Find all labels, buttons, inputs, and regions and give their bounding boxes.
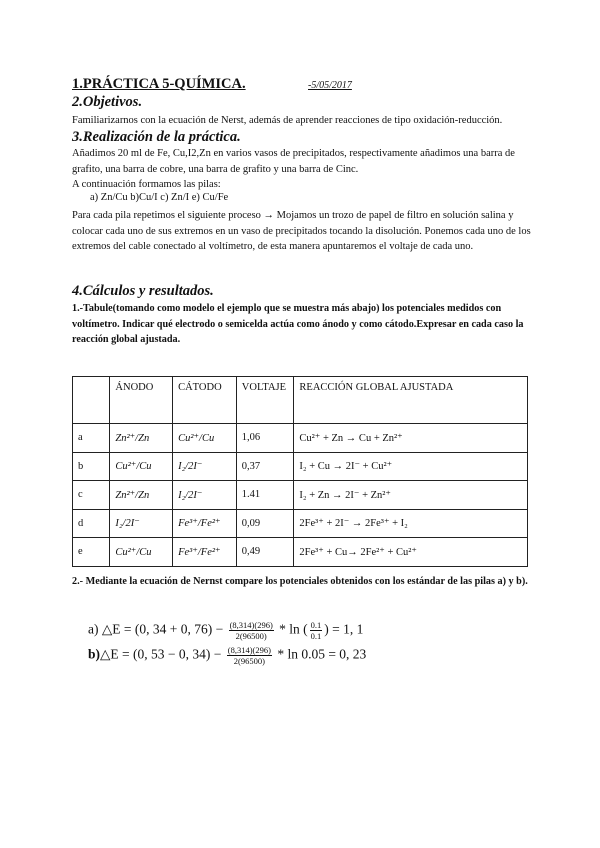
date-label: -5/05/2017	[308, 80, 352, 91]
table-header-cell: VOLTAJE	[236, 377, 294, 424]
equation-a-inner-fraction	[310, 620, 323, 641]
realizacion-paragraph-2: A continuación formamos las pilas:	[72, 179, 221, 190]
page-title: 1.PRÁCTICA 5-QUÍMICA.	[72, 76, 246, 92]
anodo-cell: I₂/2I⁻	[110, 509, 173, 538]
anodo-cell: Zn²⁺/Zn	[110, 481, 173, 510]
catodo-cell: Fe³⁺/Fe²⁺	[173, 538, 237, 567]
table-row	[73, 538, 528, 567]
table-row	[73, 481, 528, 510]
realizacion-paragraph-1: Añadimos 20 ml de Fe, Cu,I2,Zn en varios vasos de precipitados, respectivamente añadimos una barra de grafito, una barra de cobre, una barra de grafito y una barra de Cinc.	[72, 148, 515, 175]
anodo-cell: Zn²⁺/Zn	[110, 424, 173, 453]
equation-b-label: b)	[88, 646, 101, 662]
question-1: 1.-Tabule(tomando como modelo el ejemplo que se muestra más abajo) los potenciales medidos con voltímetro. Indicar qué electrodo o semicelda actúa como ánodo y como cátodo.Expresar en cada caso la reacción global ajustada.	[72, 303, 524, 345]
catodo-cell: I₂/2I⁻	[173, 481, 237, 510]
voltaje-cell: 1,06	[236, 424, 294, 453]
anodo-cell: Cu²⁺/Cu	[110, 538, 173, 567]
objetivos-text: Familiarizarnos con la ecuación de Nerst, además de aprender reacciones de tipo oxidación-reducción.	[72, 115, 503, 126]
table-row	[73, 452, 528, 481]
voltaje-cell: 0,09	[236, 509, 294, 538]
pilas-list: a) Zn/Cu b)Cu/I c) Zn/I e) Cu/Fe	[90, 192, 229, 203]
section-calculos-title: 4.Cálculos y resultados.	[72, 283, 214, 299]
equation-b-suffix: * ln 0.05 = 0, 23	[277, 646, 367, 662]
voltaje-cell: 0,37	[236, 452, 294, 481]
fraction-numerator: (8,314)(296)	[227, 645, 271, 655]
section-objetivos-title: 2.Objetivos.	[72, 94, 143, 110]
row-id: d	[73, 509, 110, 538]
table-row	[73, 424, 528, 453]
fraction-denominator: 2(96500)	[235, 631, 267, 641]
table-header-cell	[73, 377, 110, 424]
reaccion-cell: 2Fe³⁺ + 2I⁻ → 2Fe³⁺ + I₂	[294, 509, 528, 538]
table-header-row	[73, 377, 528, 424]
equation-b-prefix: △E = (0, 53 − 0, 34) −	[100, 646, 222, 662]
table-header-cell: REACCIÓN GLOBAL AJUSTADA	[294, 377, 528, 424]
row-id: e	[73, 538, 110, 567]
section-realizacion-title: 3.Realización de la práctica.	[72, 129, 241, 145]
equation-a-suffix: ) = 1, 1	[324, 621, 364, 637]
row-id: a	[73, 424, 110, 453]
catodo-cell: Cu²⁺/Cu	[173, 424, 237, 453]
equation-a-mid: * ln (	[279, 621, 308, 637]
equation-a-fraction	[229, 620, 274, 641]
reaccion-cell: Cu²⁺ + Zn → Cu + Zn²⁺	[294, 424, 528, 453]
voltaje-cell: 0,49	[236, 538, 294, 567]
fraction-denominator: 2(96500)	[233, 656, 265, 666]
fraction-denominator: 0.1	[310, 631, 322, 641]
anodo-cell: Cu²⁺/Cu	[110, 452, 173, 481]
reaccion-cell: 2Fe³⁺ + Cu→ 2Fe²⁺ + Cu²⁺	[294, 538, 528, 567]
fraction-numerator: (8,314)(296)	[229, 620, 273, 630]
reaccion-cell: I₂ + Zn → 2I⁻ + Zn²⁺	[294, 481, 528, 510]
equation-a-prefix: a) △E = (0, 34 + 0, 76) −	[88, 621, 224, 637]
equation-b	[88, 645, 366, 666]
equation-b-fraction	[227, 645, 272, 666]
realizacion-paragraph-3: Para cada pila repetimos el siguiente proceso → Mojamos un trozo de papel de filtro en solución salina y colocar cada uno de sus extremos en un vaso de precipitados tocando la disolución. Ponemos cada uno de los extremos del cable conectado al voltímetro, de esta manera apuntaremos el voltaje de cada uno.	[72, 210, 531, 252]
table-row	[73, 509, 528, 538]
catodo-cell: Fe³⁺/Fe²⁺	[173, 509, 237, 538]
reaccion-cell: I₂ + Cu → 2I⁻ + Cu²⁺	[294, 452, 528, 481]
table-header-cell: CÁTODO	[173, 377, 237, 424]
fraction-numerator: 0.1	[310, 620, 322, 630]
voltaje-cell: 1.41	[236, 481, 294, 510]
table-header-cell: ÁNODO	[110, 377, 173, 424]
equation-a	[88, 620, 363, 641]
row-id: b	[73, 452, 110, 481]
results-table	[72, 376, 528, 567]
catodo-cell: I₂/2I⁻	[173, 452, 237, 481]
row-id: c	[73, 481, 110, 510]
question-2: 2.- Mediante la ecuación de Nernst compare los potenciales obtenidos con los estándar de las pilas a) y b).	[72, 576, 528, 587]
